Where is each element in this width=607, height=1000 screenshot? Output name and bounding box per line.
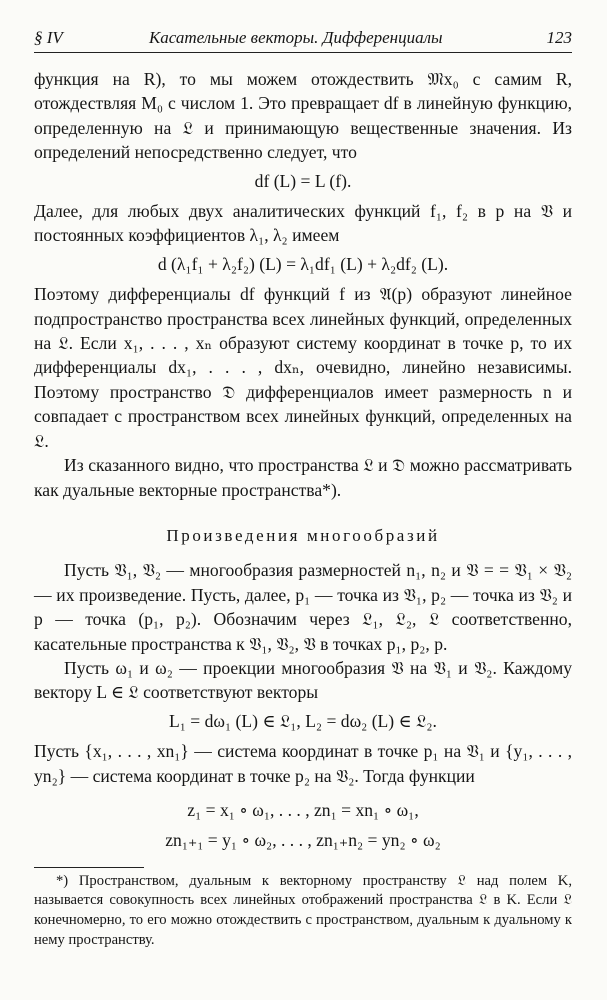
paragraph: Далее, для любых двух аналитических функций f₁, f₂ в p на 𝔙 и постоянных коэффициентов λ₁, λ₂ имеем xyxy=(34,201,572,246)
section-heading: Произведения многообразий xyxy=(166,525,440,545)
footnote: *) Пространством, дуальным к векторному пространству 𝔏 над полем K, называется совокупность всех линейных отображений пространства 𝔏 в K. Если 𝔏 конечномерно, то его можно отождествить с пространством, дуальным к дуальному к нему пространству. xyxy=(34,872,572,948)
paragraph: Пусть 𝔙₁, 𝔙₂ — многообразия размерностей n₁, n₂ и 𝔙 = = 𝔙₁ × 𝔙₂ — их произведение. Пусть, далее, p₁ — точка из 𝔙₁, p₂ — точка из 𝔙₂ и p — точка (p₁, p₂). Обозначим через 𝔏₁, 𝔏₂, 𝔏 соответственно, касательные пространства к 𝔙₁, 𝔙₂, 𝔙 в точках p₁, p₂, p. xyxy=(34,560,572,654)
formula: z₁ = x₁ ∘ ω₁, . . . , zn₁ = xn₁ ∘ ω₁, xyxy=(187,799,419,820)
formula: df (L) = L (f). xyxy=(254,170,352,191)
running-header xyxy=(34,26,572,53)
formula: zn₁₊₁ = y₁ ∘ ω₂, . . . , zn₁₊n₂ = yn₂ ∘ ω₂ xyxy=(165,830,441,851)
page-body xyxy=(34,67,572,950)
footnote-rule xyxy=(34,867,144,868)
running-title: Касательные векторы. Дифференциалы xyxy=(149,28,443,47)
paragraph: Из сказанного видно, что пространства 𝔏 и 𝔇 можно рассматривать как дуальные векторные пространства*). xyxy=(34,455,572,500)
paragraph: функция на R), то мы можем отождествить 𝔐x₀ с самим R, отождествляя M₀ с числом 1. Это превращает df в линейную функцию, определенную на 𝔏 и принимающую вещественные значения. Из определений непосредственно следует, что xyxy=(34,69,572,163)
formula: L₁ = dω₁ (L) ∈ 𝔏₁, L₂ = dω₂ (L) ∈ 𝔏₂. xyxy=(169,710,437,731)
paragraph: Поэтому дифференциалы df функций f из 𝔄(p) образуют линейное подпространство пространства всех линейных функций, определенных на 𝔏. Если x₁, . . . , xₙ образуют систему координат в точке p, то их дифференциалы dx₁, . . . , dxₙ, очевидно, линейно независимы. Поэтому пространство 𝔇 дифференциалов имеет размерность n и совпадает с пространством всех линейных функций, определенных на 𝔏. xyxy=(34,284,572,451)
paragraph: Пусть {x₁, . . . , xn₁} — система координат в точке p₁ на 𝔙₁ и {y₁, . . . , yn₂} — система координат в точке p₂ на 𝔙₂. Тогда функции xyxy=(34,741,572,786)
paragraph: Пусть ω₁ и ω₂ — проекции многообразия 𝔙 на 𝔙₁ и 𝔙₂. Каждому вектору L ∈ 𝔏 соответствуют векторы xyxy=(34,657,572,703)
section-number: § IV xyxy=(34,28,63,47)
page-number: 123 xyxy=(546,28,572,47)
book-page xyxy=(34,26,572,950)
formula: d (λ₁f₁ + λ₂f₂) (L) = λ₁df₁ (L) + λ₂df₂ (L). xyxy=(157,253,449,274)
